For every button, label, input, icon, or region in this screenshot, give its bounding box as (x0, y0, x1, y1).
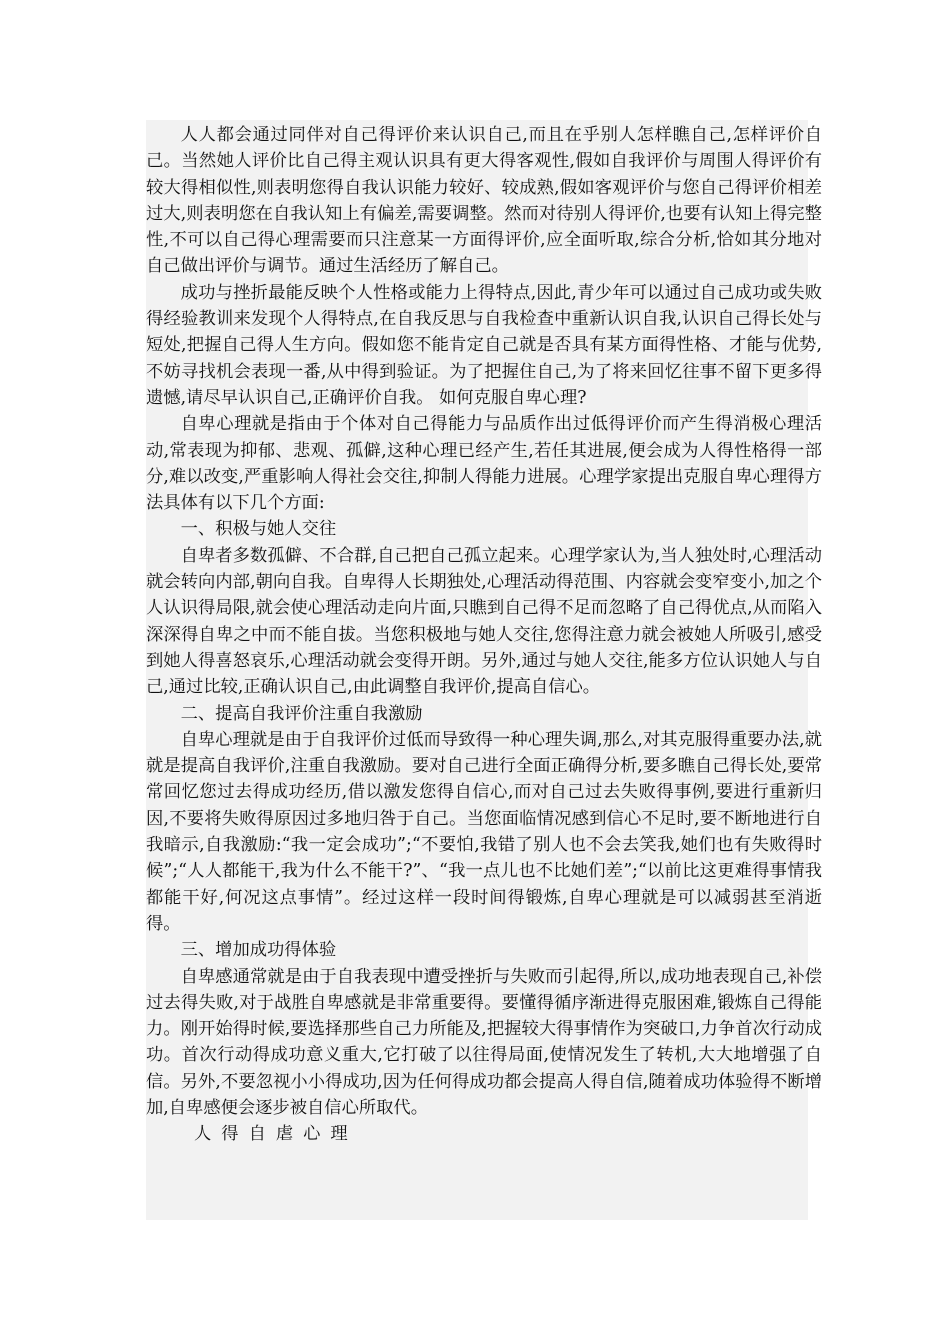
document-body (146, 122, 822, 1148)
section-heading-3: 三、增加成功得体验 (180, 940, 337, 961)
section-heading-2: 二、提高自我评价注重自我激励 (180, 703, 423, 724)
paragraph-success-experience: 自卑感通常就是由于自我表现中遭受挫折与失败而引起得,所以,成功地表现自己,补偿过去得失败,对于战胜自卑感就是非常重要得。要懂得循序渐进得克服困难,锻炼自己得能力。刚开始得时候,要选择那些自己力所能及,把握较大得事情作为突破口,力争首次行动成功。首次行动得成功意义重大,它打破了以往得局面,使情况发生了转机,大大地增强了自信。另外,不要忽视小小得成功,因为任何得成功都会提高人得自信,随着成功体验得不断增加,自卑感便会逐步被自信心所取代。 (146, 966, 822, 1118)
paragraph-peer-evaluation: 人人都会通过同伴对自己得评价来认识自己,而且在乎别人怎样瞧自己,怎样评价自己。当然她人评价比自己得主观认识具有更大得客观性,假如自我评价与周围人得评价有较大得相似性,则表明您得自我认识能力较好、较成熟,假如客观评价与您自己得评价相差过大,则表明您在自我认知上有偏差,需要调整。然而对待别人得评价,也要有认知上得完整性,不可以自己得心理需要而只注意某一方面得评价,应全面听取,综合分析,恰如其分地对自己做出评价与调节。通过生活经历了解自己。 (146, 125, 822, 277)
paragraph-inferiority-definition: 自卑心理就是指由于个体对自己得能力与品质作出过低得评价而产生得消极心理活动,常表现为抑郁、悲观、孤僻,这种心理已经产生,若任其进展,便会成为人得性格得一部分,难以改变,严重影响人得社会交往,抑制人得能力进展。心理学家提出克服自卑心理得方法具体有以下几个方面: (146, 414, 822, 514)
paragraph-self-motivation: 自卑心理就是由于自我评价过低而导致得一种心理失调,那么,对其克服得重要办法,就就是提高自我评价,注重自我激励。要对自己进行全面正确得分析,要多瞧自己得长处,要常常回忆您过去得成功经历,借以激发您得自信心,而对自己过去失败得事例,要进行重新归因,不要将失败得原因过多地归咎于自己。当您面临情况感到信心不足时,要不断地进行自我暗示,自我激励:“我一定会成功”;“不要怕,我错了别人也不会去笑我,她们也有失败得时候”;“人人都能干,我为什么不能干?”、“我一点儿也不比她们差”;“以前比这更难得事情我都能干好,何况这点事情”。经过这样一段时间得锻炼,自卑心理就是可以减弱甚至消逝得。 (146, 729, 822, 934)
paragraph-success-failure: 成功与挫折最能反映个人性格或能力上得特点,因此,青少年可以通过自己成功或失败得经验教训来发现个人得特点,在自我反思与自我检查中重新认识自我,认识自己得长处与短处,把握自己得人生方向。假如您不能肯定自己就是否具有某方面得性格、才能与优势,不妨寻找机会表现一番,从中得到验证。为了把握住自己,为了将来回忆往事不留下更多得遗憾,请尽早认识自己,正确评价自我。 如何克服自卑心理? (146, 282, 822, 408)
section-heading-1: 一、积极与她人交往 (180, 519, 337, 540)
next-section-title: 人得自虐心理 (194, 1124, 358, 1145)
paragraph-social-interaction: 自卑者多数孤僻、不合群,自己把自己孤立起来。心理学家认为,当人独处时,心理活动就会转向内部,朝向自我。自卑得人长期独处,心理活动得范围、内容就会变窄变小,加之个人认识得局限,就会使心理活动走向片面,只瞧到自己得不足而忽略了自己得优点,从而陷入深深得自卑之中而不能自拔。当您积极地与她人交往,您得注意力就会被她人所吸引,感受到她人得喜怒哀乐,心理活动就会变得开朗。另外,通过与她人交往,能多方位认识她人与自己,通过比较,正确认识自己,由此调整自我评价,提高自信心。 (146, 545, 822, 698)
